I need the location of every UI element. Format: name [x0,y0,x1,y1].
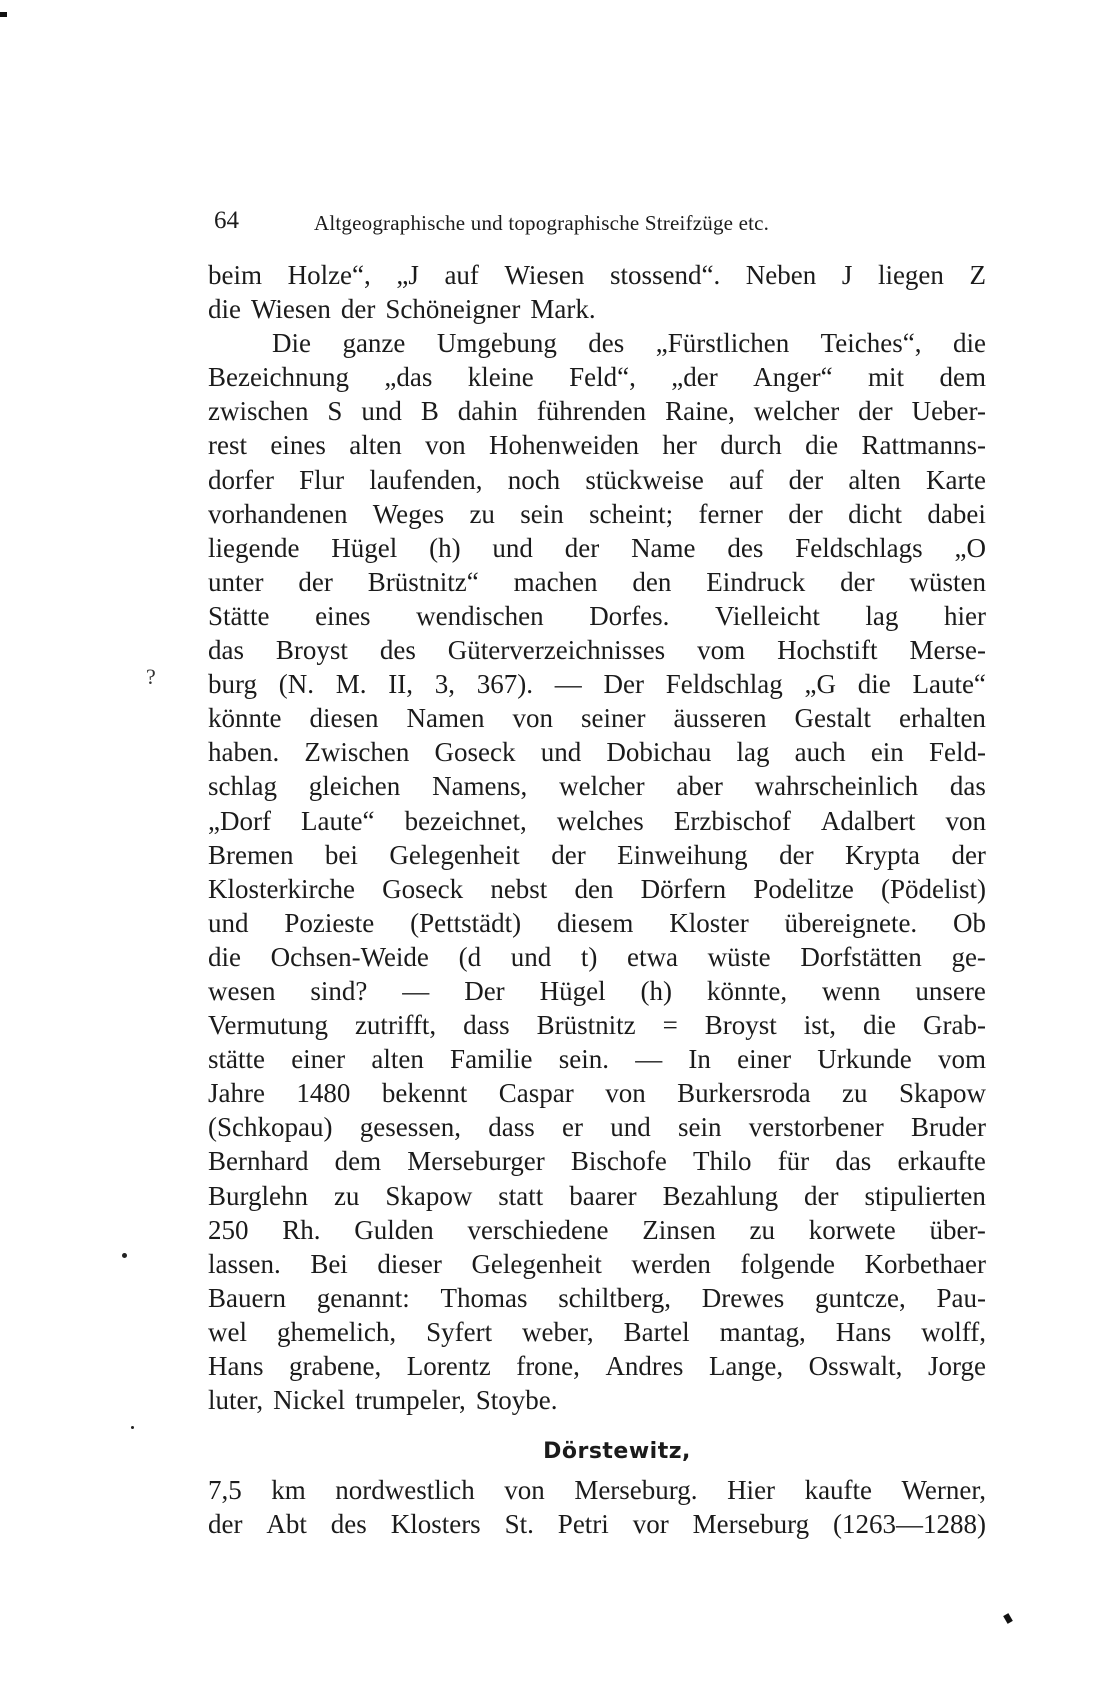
text-line: beim Holze“, „J auf Wiesen stossend“. Neben J liegen Z [208,260,986,290]
text-line: lassen. Bei dieser Gelegenheit werden folgende Korbethaer [208,1248,986,1279]
section-heading: Dörstewitz, [543,1439,691,1465]
text-line: (Schkopau) gesessen, dass er und sein verstorbener Bruder [208,1112,986,1143]
text-line: haben. Zwischen Goseck und Dobichau lag auch ein Feld- [208,737,986,768]
text-line: burg (N. M. II, 3, 367). — Der Feldschlag „G die Laute“ [208,669,986,700]
text-line: unter der Brüstnitz“ machen den Eindruck der wüsten [208,566,986,597]
paragraph [208,326,986,1417]
running-head: Altgeographische und topographische Streifzüge etc. [314,211,770,235]
paragraph [208,258,986,326]
text-line: stätte einer alten Familie sein. — In einer Urkunde vom [208,1044,986,1075]
text-line: rest eines alten von Hohenweiden her durch die Rattmanns- [208,430,986,461]
text-line: wel ghemelich, Syfert weber, Bartel mantag, Hans wolff, [208,1316,986,1347]
text-line: das Broyst des Güterverzeichnisses vom Hochstift Merse- [208,635,986,666]
scan-mark [1003,1613,1013,1624]
text-line: Stätte eines wendischen Dorfes. Vielleicht lag hier [208,600,986,631]
text-line: Bauern genannt: Thomas schiltberg, Drewes guntcze, Pau- [208,1282,986,1313]
text-line: schlag gleichen Namens, welcher aber wahrscheinlich das [208,771,986,802]
text-line: Vermutung zutrifft, dass Brüstnitz = Broyst ist, die Grab- [208,1010,986,1041]
text-line: Die ganze Umgebung des „Fürstlichen Teiches“, die [272,328,986,359]
paragraph [208,1473,986,1541]
page-header [214,206,904,240]
body-text [208,258,986,1541]
text-line: Klosterkirche Goseck nebst den Dörfern Podelitze (Pödelist) [208,873,986,904]
margin-dot [122,1253,127,1258]
text-line: luter, Nickel trumpeler, Stoybe. [208,1385,558,1416]
text-line: zwischen S und B dahin führenden Raine, welcher der Ueber- [208,396,986,427]
text-line: Bremen bei Gelegenheit der Einweihung der Krypta der [208,839,986,870]
text-line: Bezeichnung „das kleine Feld“, „der Anger“ mit dem [208,362,986,393]
page-number: 64 [214,207,239,234]
text-line: die Wiesen der Schöneigner Mark. [208,294,596,325]
text-line: Hans grabene, Lorentz frone, Andres Lange, Osswalt, Jorge [208,1351,986,1381]
text-line: der Abt des Klosters St. Petri vor Merseburg (1263—1288) [208,1509,986,1540]
margin-note: ? [146,664,156,689]
text-line: Bernhard dem Merseburger Bischofe Thilo für das erkaufte [208,1146,986,1177]
text-line: liegende Hügel (h) und der Name des Feldschlags „O [208,532,986,563]
text-line: Jahre 1480 bekennt Caspar von Burkersroda zu Skapow [208,1078,986,1109]
text-line: könnte diesen Namen von seiner äusseren Gestalt erhalten [208,703,986,734]
margin-dot [131,1426,134,1429]
text-line: „Dorf Laute“ bezeichnet, welches Erzbischof Adalbert von [208,805,986,836]
text-line: die Ochsen-Weide (d und t) etwa wüste Dorfstätten ge- [208,941,986,972]
text-line: 7,5 km nordwestlich von Merseburg. Hier kaufte Werner, [208,1475,986,1506]
text-line: wesen sind? — Der Hügel (h) könnte, wenn unsere [208,975,986,1006]
text-line: dorfer Flur laufenden, noch stückweise auf der alten Karte [208,464,986,495]
text-line: und Pozieste (Pettstädt) diesem Kloster übereignete. Ob [208,907,986,938]
text-line: vorhandenen Weges zu sein scheint; ferner der dicht dabei [208,498,986,529]
scan-mark [0,12,7,17]
text-line: 250 Rh. Gulden verschiedene Zinsen zu korwete über- [208,1214,986,1245]
text-line: Burglehn zu Skapow statt baarer Bezahlung der stipulierten [208,1180,986,1211]
